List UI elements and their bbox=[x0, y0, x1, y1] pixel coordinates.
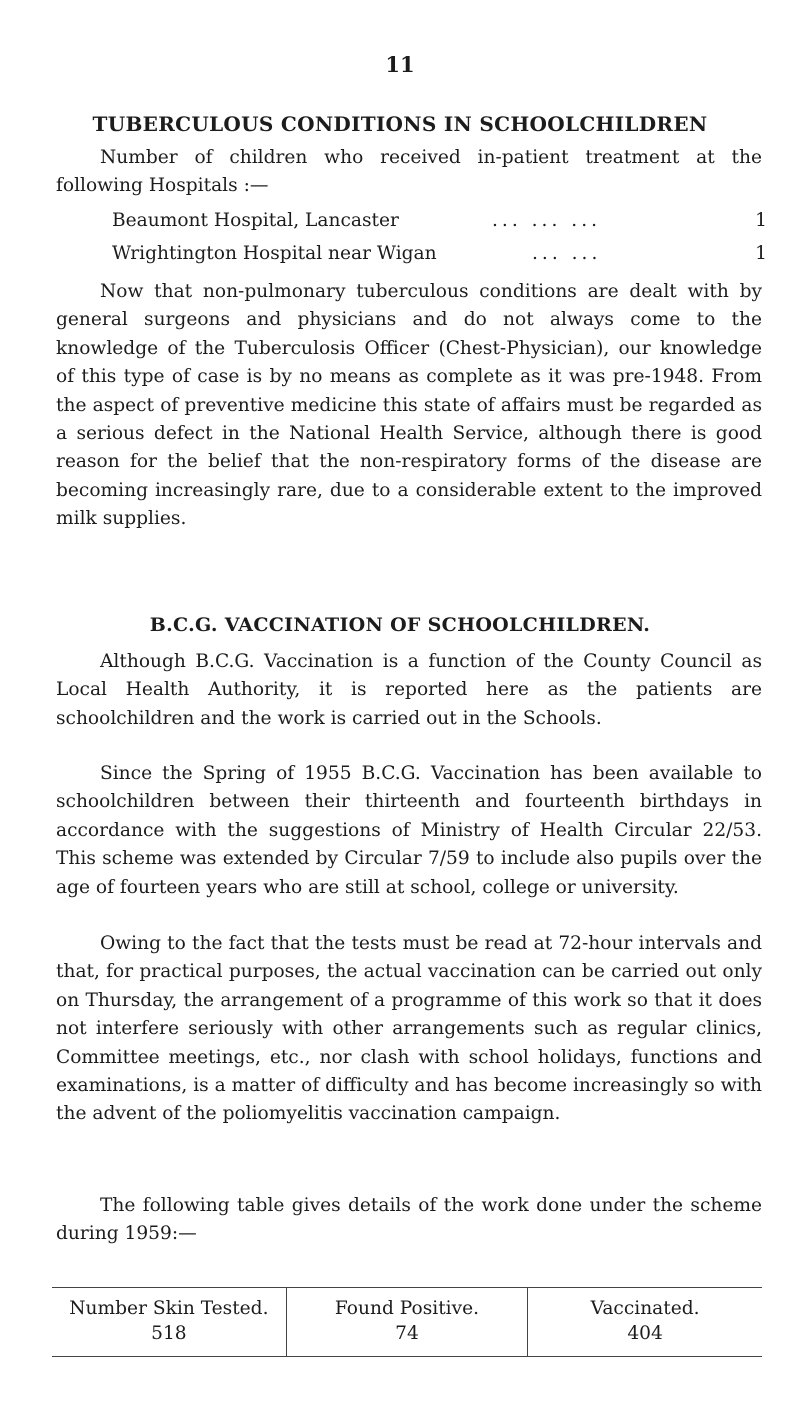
section-heading-tuberculous: TUBERCULOUS CONDITIONS IN SCHOOLCHILDREN bbox=[92, 112, 708, 136]
hospital-count: 1 bbox=[755, 210, 767, 231]
bcg-paragraph-4: The following table gives details of the work done under the scheme during 1959:— bbox=[56, 1195, 762, 1245]
bcg-paragraph-2: Since the Spring of 1955 B.C.G. Vaccination has been available to schoolchildren between their thirteenth and fourteenth birthdays in accordance with the suggestions of Ministry of Health Circular 22/53. This scheme was extended by Circular 7/59 to include also pupils over the age of fourteen years who are still at school, college or university. bbox=[56, 763, 762, 898]
cell-label: Number Skin Tested. bbox=[69, 1298, 269, 1319]
section-heading-bcg: B.C.G. VACCINATION OF SCHOOLCHILDREN. bbox=[149, 614, 651, 636]
table-cell bbox=[528, 1288, 762, 1357]
cell-value: 74 bbox=[395, 1323, 419, 1344]
cell-value: 518 bbox=[151, 1323, 187, 1344]
bcg-paragraph-3: Owing to the fact that the tests must be read at 72-hour intervals and that, for practical purposes, the actual vaccination can be carried out only on Thursday, the arrangement of a programme of this work so that it does not interfere seriously with other arrangements such as regular clinics, Committee meetings, etc., nor clash with school holidays, functions and examinations, is a matter of difficulty and has become increasingly so with the advent of the poliomyelitis vaccination campaign. bbox=[56, 933, 762, 1125]
intro-paragraph: Number of children who received in-patient treatment at the following Hospitals :— bbox=[56, 147, 762, 197]
bcg-paragraph-1: Although B.C.G. Vaccination is a function of the County Council as Local Health Authority, it is reported here as the patients are schoolchildren and the work is carried out in the Schools. bbox=[56, 651, 762, 729]
hospital-name: Beaumont Hospital, Lancaster bbox=[112, 210, 399, 231]
results-table bbox=[52, 1287, 762, 1357]
non-pulmonary-paragraph: Now that non-pulmonary tuberculous conditions are dealt with by general surgeons and physicians and do not always come to the knowledge of the Tuberculosis Officer (Chest-Physician), our knowledge of this type of case is by no means as complete as it was pre-1948. From the aspect of preventive medicine this state of affairs must be regarded as a serious defect in the National Health Service, although there is good reason for the belief that the non-respiratory forms of the disease are becoming increasingly rare, due to a considerable extent to the improved milk supplies. bbox=[56, 281, 762, 530]
hospital-name: Wrightington Hospital near Wigan bbox=[112, 243, 437, 264]
cell-label: Vaccinated. bbox=[590, 1298, 700, 1319]
table-cell bbox=[52, 1288, 286, 1357]
table-cell bbox=[286, 1288, 527, 1357]
cell-label: Found Positive. bbox=[334, 1298, 480, 1319]
table-row bbox=[52, 1288, 762, 1357]
hospital-count: 1 bbox=[755, 243, 767, 264]
cell-value: 404 bbox=[627, 1323, 663, 1344]
page-number: 11 bbox=[385, 52, 415, 77]
leader-dots: ... ... ... bbox=[492, 210, 602, 231]
leader-dots: ... ... bbox=[532, 243, 602, 264]
